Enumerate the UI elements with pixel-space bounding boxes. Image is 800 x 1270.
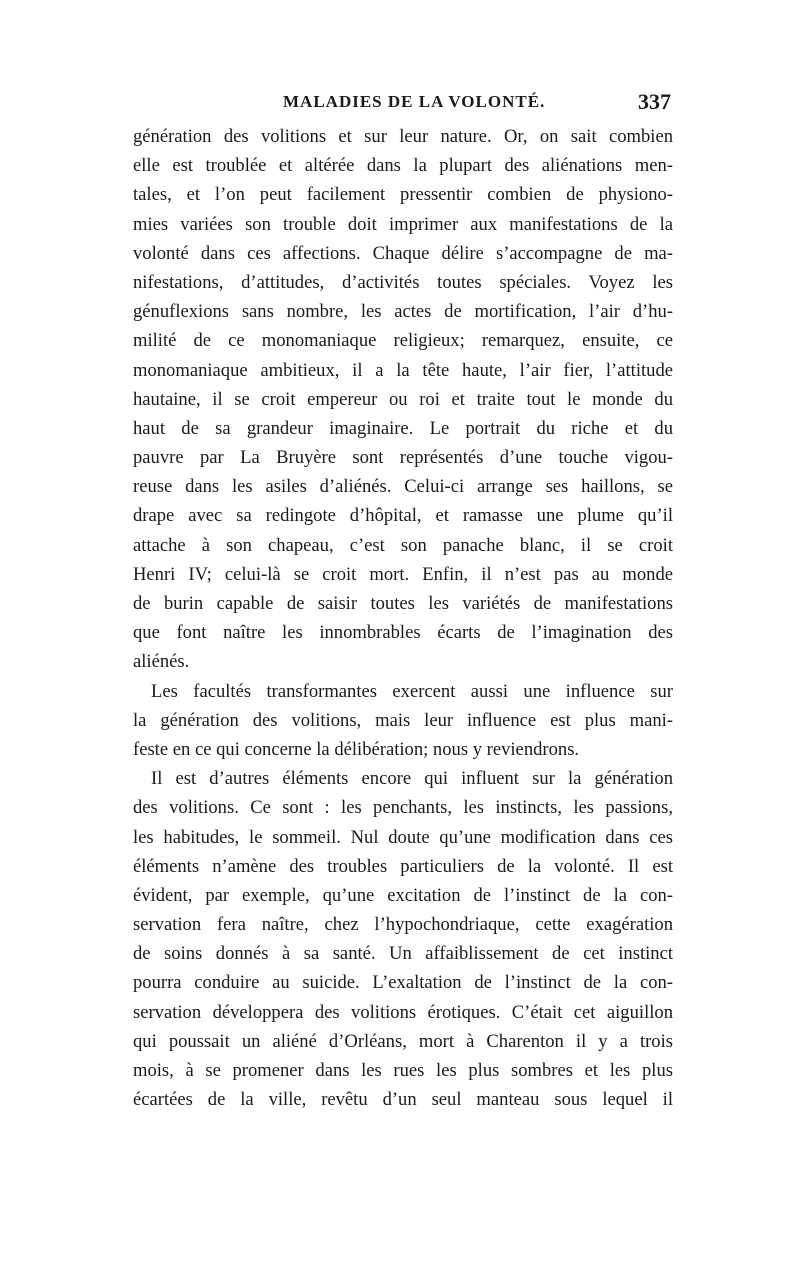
page-number: 337 bbox=[638, 89, 671, 114]
text-line: feste en ce qui concerne la délibération; nous y reviendrons. bbox=[133, 738, 580, 760]
text-line: éléments n’amène des troubles particuliers de la volonté. Il est bbox=[133, 855, 673, 877]
text-line: des volitions. Ce sont : les penchants, les instincts, les passions, bbox=[133, 797, 673, 819]
text-line: servation développera des volitions érotiques. C’était cet aiguillon bbox=[133, 1001, 673, 1023]
running-title: MALADIES DE LA VOLONTÉ. bbox=[283, 92, 546, 111]
body-text bbox=[133, 122, 673, 1114]
text-line: hautaine, il se croit empereur ou roi et traite tout le monde du bbox=[133, 388, 673, 410]
text-line: monomaniaque ambitieux, il a la tête haute, l’air fier, l’attitude bbox=[133, 359, 673, 381]
text-line: nifestations, d’attitudes, d’activités toutes spéciales. Voyez les bbox=[133, 271, 673, 293]
text-line: drape avec sa redingote d’hôpital, et ramasse une plume qu’il bbox=[133, 505, 673, 527]
text-line: génération des volitions et sur leur nature. Or, on sait combien bbox=[133, 126, 673, 147]
text-line: attache à son chapeau, c’est son panache blanc, il se croit bbox=[133, 534, 673, 556]
text-line: tales, et l’on peut facilement pressentir combien de physiono- bbox=[133, 184, 673, 206]
text-line: mies variées son trouble doit imprimer aux manifestations de la bbox=[133, 213, 673, 235]
text-line: que font naître les innombrables écarts de l’imagination des bbox=[133, 622, 673, 644]
text-line: Les facultés transformantes exercent aussi une influence sur bbox=[151, 680, 673, 702]
text-line: elle est troublée et altérée dans la plupart des aliénations men- bbox=[133, 155, 673, 177]
text-line: qui poussait un aliéné d’Orléans, mort à Charenton il y a trois bbox=[133, 1030, 673, 1052]
text-line: Henri IV; celui-là se croit mort. Enfin, il n’est pas au monde bbox=[133, 563, 673, 585]
text-line: volonté dans ces affections. Chaque délire s’accompagne de ma- bbox=[133, 242, 673, 264]
page-header bbox=[133, 89, 673, 120]
text-line: aliénés. bbox=[133, 651, 190, 673]
text-line: pauvre par La Bruyère sont représentés d’une touche vigou- bbox=[133, 447, 673, 469]
text-line: évident, par exemple, qu’une excitation de l’instinct de la con- bbox=[133, 884, 673, 906]
text-line: la génération des volitions, mais leur influence est plus mani- bbox=[133, 709, 673, 731]
text-line: milité de ce monomaniaque religieux; remarquez, ensuite, ce bbox=[133, 330, 673, 352]
text-line: haut de sa grandeur imaginaire. Le portrait du riche et du bbox=[133, 417, 673, 439]
text-line: reuse dans les asiles d’aliénés. Celui-ci arrange ses haillons, se bbox=[133, 476, 673, 498]
text-line: écartées de la ville, revêtu d’un seul manteau sous lequel il bbox=[133, 1089, 673, 1111]
text-line: les habitudes, le sommeil. Nul doute qu’une modification dans ces bbox=[133, 826, 673, 848]
text-line: de burin capable de saisir toutes les variétés de manifestations bbox=[133, 593, 673, 614]
text-line: pourra conduire au suicide. L’exaltation de l’instinct de la con- bbox=[133, 972, 673, 994]
text-line: Il est d’autres éléments encore qui influent sur la génération bbox=[151, 768, 673, 790]
text-line: génuflexions sans nombre, les actes de mortification, l’air d’hu- bbox=[133, 301, 673, 323]
text-line: mois, à se promener dans les rues les plus sombres et les plus bbox=[133, 1060, 673, 1081]
text-line: de soins donnés à sa santé. Un affaiblissement de cet instinct bbox=[133, 943, 673, 965]
text-line: servation fera naître, chez l’hypochondriaque, cette exagération bbox=[133, 914, 673, 936]
